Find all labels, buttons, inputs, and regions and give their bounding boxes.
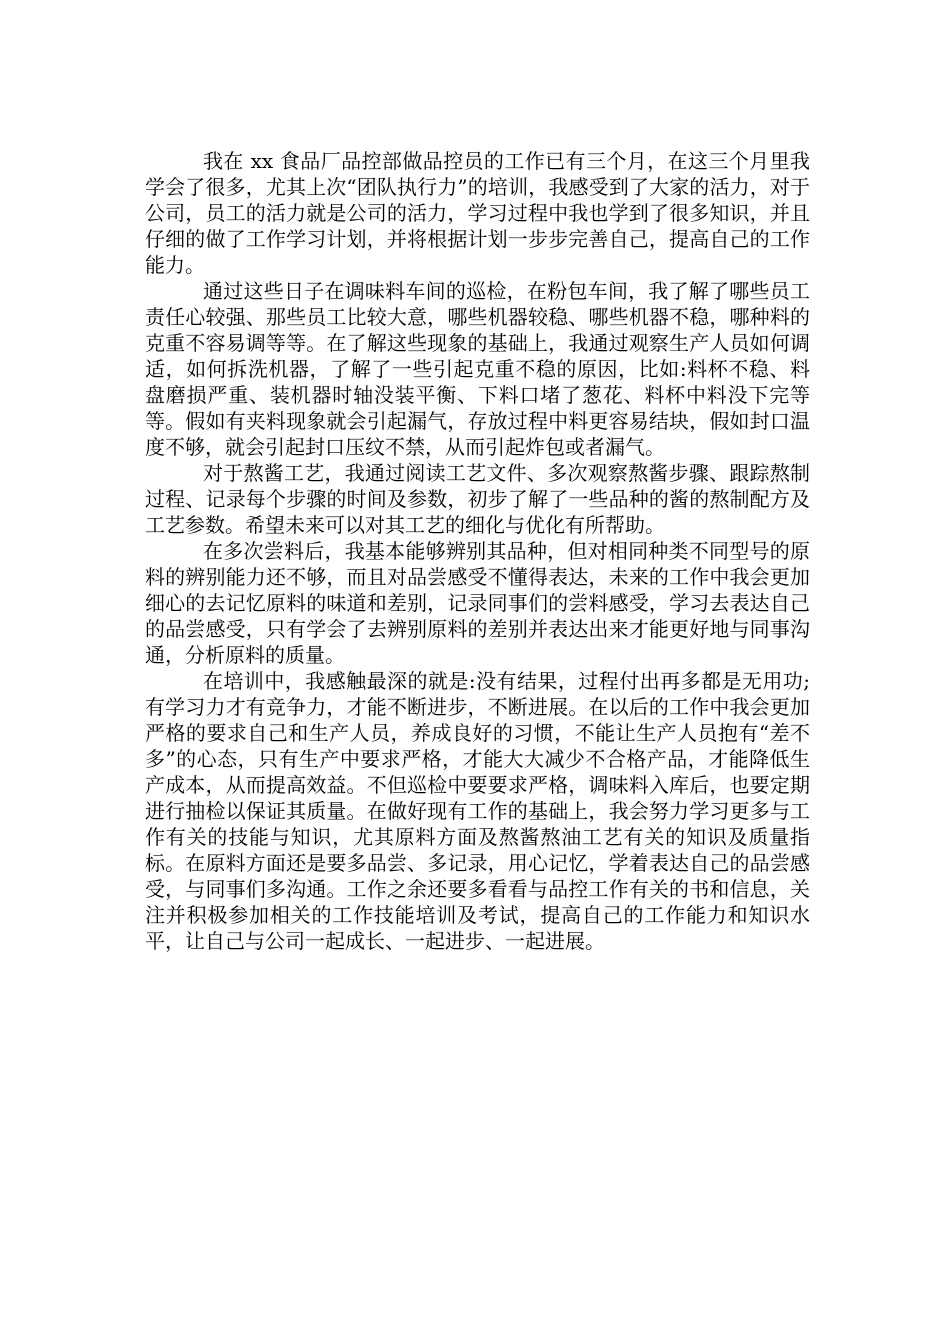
paragraph-3: 对于熬酱工艺，我通过阅读工艺文件、多次观察熬酱步骤、跟踪熬制过程、记录每个步骤的时间及参数，初步了解了一些品种的酱的熬制配方及工艺参数。希望未来可以对其工艺的细化与优化有所帮助。 <box>145 461 810 537</box>
paragraph-1: 我在 xx 食品厂品控部做品控员的工作已有三个月，在这三个月里我学会了很多，尤其上次“团队执行力”的培训，我感受到了大家的活力，对于公司，员工的活力就是公司的活力，学习过程中我也学到了很多知识，并且仔细的做了工作学习计划，并将根据计划一步步完善自己，提高自己的工作能力。 <box>145 149 810 277</box>
paragraph-5: 在培训中，我感触最深的就是:没有结果，过程付出再多都是无用功;有学习力才有竞争力，才能不断进步，不断进展。在以后的工作中我会更加严格的要求自己和生产人员，养成良好的习惯，不能让生产人员抱有“差不多”的心态，只有生产中要求严格，才能大大减少不合格产品，才能降低生产成本，从而提高效益。不但巡检中要要求严格，调味料入库后，也要定期进行抽检以保证其质量。在做好现有工作的基础上，我会努力学习更多与工作有关的技能与知识，尤其原料方面及熬酱熬油工艺有关的知识及质量指标。在原料方面还是要多品尝、多记录，用心记忆，学着表达自己的品尝感受，与同事们多沟通。工作之余还要多看看与品控工作有关的书和信息，关注并积极参加相关的工作技能培训及考试，提高自己的工作能力和知识水平，让自己与公司一起成长、一起进步、一起进展。 <box>145 669 810 953</box>
paragraph-2: 通过这些日子在调味料车间的巡检，在粉包车间，我了解了哪些员工责任心较强、那些员工比较大意，哪些机器较稳、哪些机器不稳，哪种料的克重不容易调等等。在了解这些现象的基础上，我通过观察生产人员如何调适，如何拆洗机器，了解了一些引起克重不稳的原因，比如:料杯不稳、料盘磨损严重、装机器时轴没装平衡、下料口堵了葱花、料杯中料没下完等等。假如有夹料现象就会引起漏气，存放过程中料更容易结块，假如封口温度不够，就会引起封口压纹不禁，从而引起炸包或者漏气。 <box>145 279 810 459</box>
document-body <box>145 148 810 954</box>
paragraph-4: 在多次尝料后，我基本能够辨别其品种，但对相同种类不同型号的原料的辨别能力还不够，而且对品尝感受不懂得表达，未来的工作中我会更加细心的去记忆原料的味道和差别，记录同事们的尝料感受，学习去表达自己的品尝感受，只有学会了去辨别原料的差别并表达出来才能更好地与同事沟通，分析原料的质量。 <box>145 539 810 667</box>
